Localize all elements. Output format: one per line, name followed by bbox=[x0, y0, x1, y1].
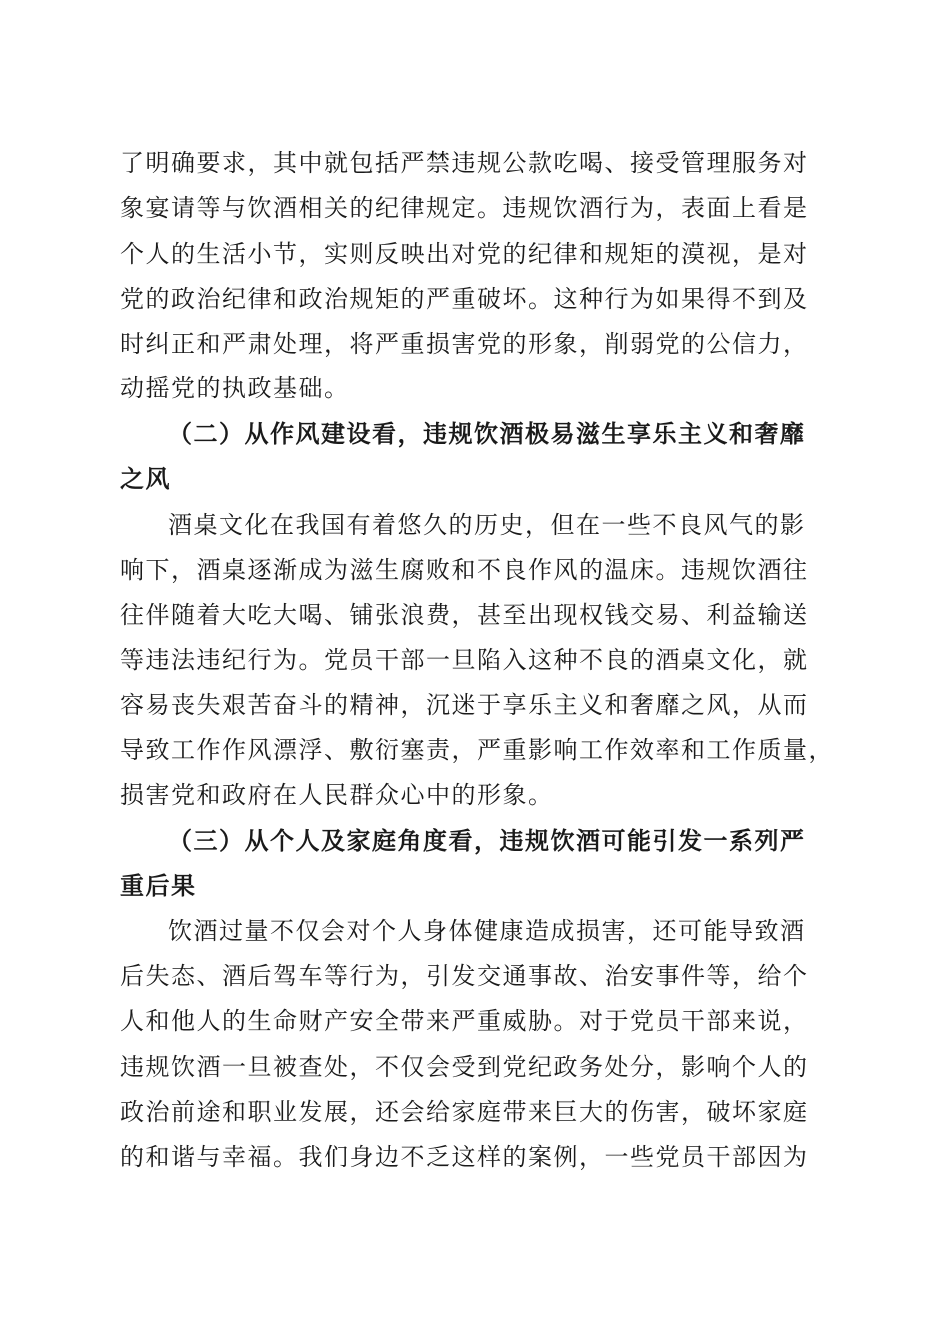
paragraph-line: 的和谐与幸福。我们身边不乏这样的案例，一些党员干部因为 bbox=[120, 1143, 809, 1171]
paragraph-line: 饮酒过量不仅会对个人身体健康造成损害，还可能导致酒 bbox=[168, 917, 806, 945]
paragraph-line: 后失态、酒后驾车等行为，引发交通事故、治安事件等，给个 bbox=[120, 962, 809, 990]
paragraph-line: 损害党和政府在人民群众心中的形象。 bbox=[120, 781, 554, 809]
paragraph-line: 政治前途和职业发展，还会给家庭带来巨大的伤害，破坏家庭 bbox=[120, 1098, 809, 1126]
paragraph-line: 了明确要求，其中就包括严禁违规公款吃喝、接受管理服务对 bbox=[120, 149, 809, 177]
section-heading: （二）从作风建设看，违规饮酒极易滋生享乐主义和奢靡 bbox=[168, 419, 806, 448]
paragraph-line: 容易丧失艰苦奋斗的精神，沉迷于享乐主义和奢靡之风，从而 bbox=[120, 691, 809, 719]
paragraph-line: 象宴请等与饮酒相关的纪律规定。违规饮酒行为，表面上看是 bbox=[120, 194, 809, 222]
paragraph-line: 人和他人的生命财产安全带来严重威胁。对于党员干部来说， bbox=[120, 1007, 809, 1035]
section-heading: 之风 bbox=[120, 464, 171, 493]
paragraph-line: 党的政治纪律和政治规矩的严重破坏。这种行为如果得不到及 bbox=[120, 285, 809, 313]
paragraph-line: 违规饮酒一旦被查处，不仅会受到党纪政务处分，影响个人的 bbox=[120, 1053, 809, 1081]
paragraph-line: 动摇党的执政基础。 bbox=[120, 374, 350, 402]
paragraph-line: 个人的生活小节，实则反映出对党的纪律和规矩的漠视，是对 bbox=[120, 240, 809, 268]
section-heading: 重后果 bbox=[120, 871, 197, 900]
paragraph-line: 往伴随着大吃大喝、铺张浪费，甚至出现权钱交易、利益输送 bbox=[120, 601, 809, 629]
section-heading: （三）从个人及家庭角度看，违规饮酒可能引发一系列严 bbox=[168, 826, 806, 855]
paragraph-line: 响下，酒桌逐渐成为滋生腐败和不良作风的温床。违规饮酒往 bbox=[120, 556, 809, 584]
paragraph-line: 酒桌文化在我国有着悠久的历史，但在一些不良风气的影 bbox=[168, 511, 806, 539]
paragraph-line: 等违法违纪行为。党员干部一旦陷入这种不良的酒桌文化，就 bbox=[120, 646, 809, 674]
paragraph-line: 导致工作作风漂浮、敷衍塞责，严重影响工作效率和工作质量， bbox=[120, 736, 834, 764]
paragraph-line: 时纠正和严肃处理，将严重损害党的形象，削弱党的公信力， bbox=[120, 330, 809, 358]
